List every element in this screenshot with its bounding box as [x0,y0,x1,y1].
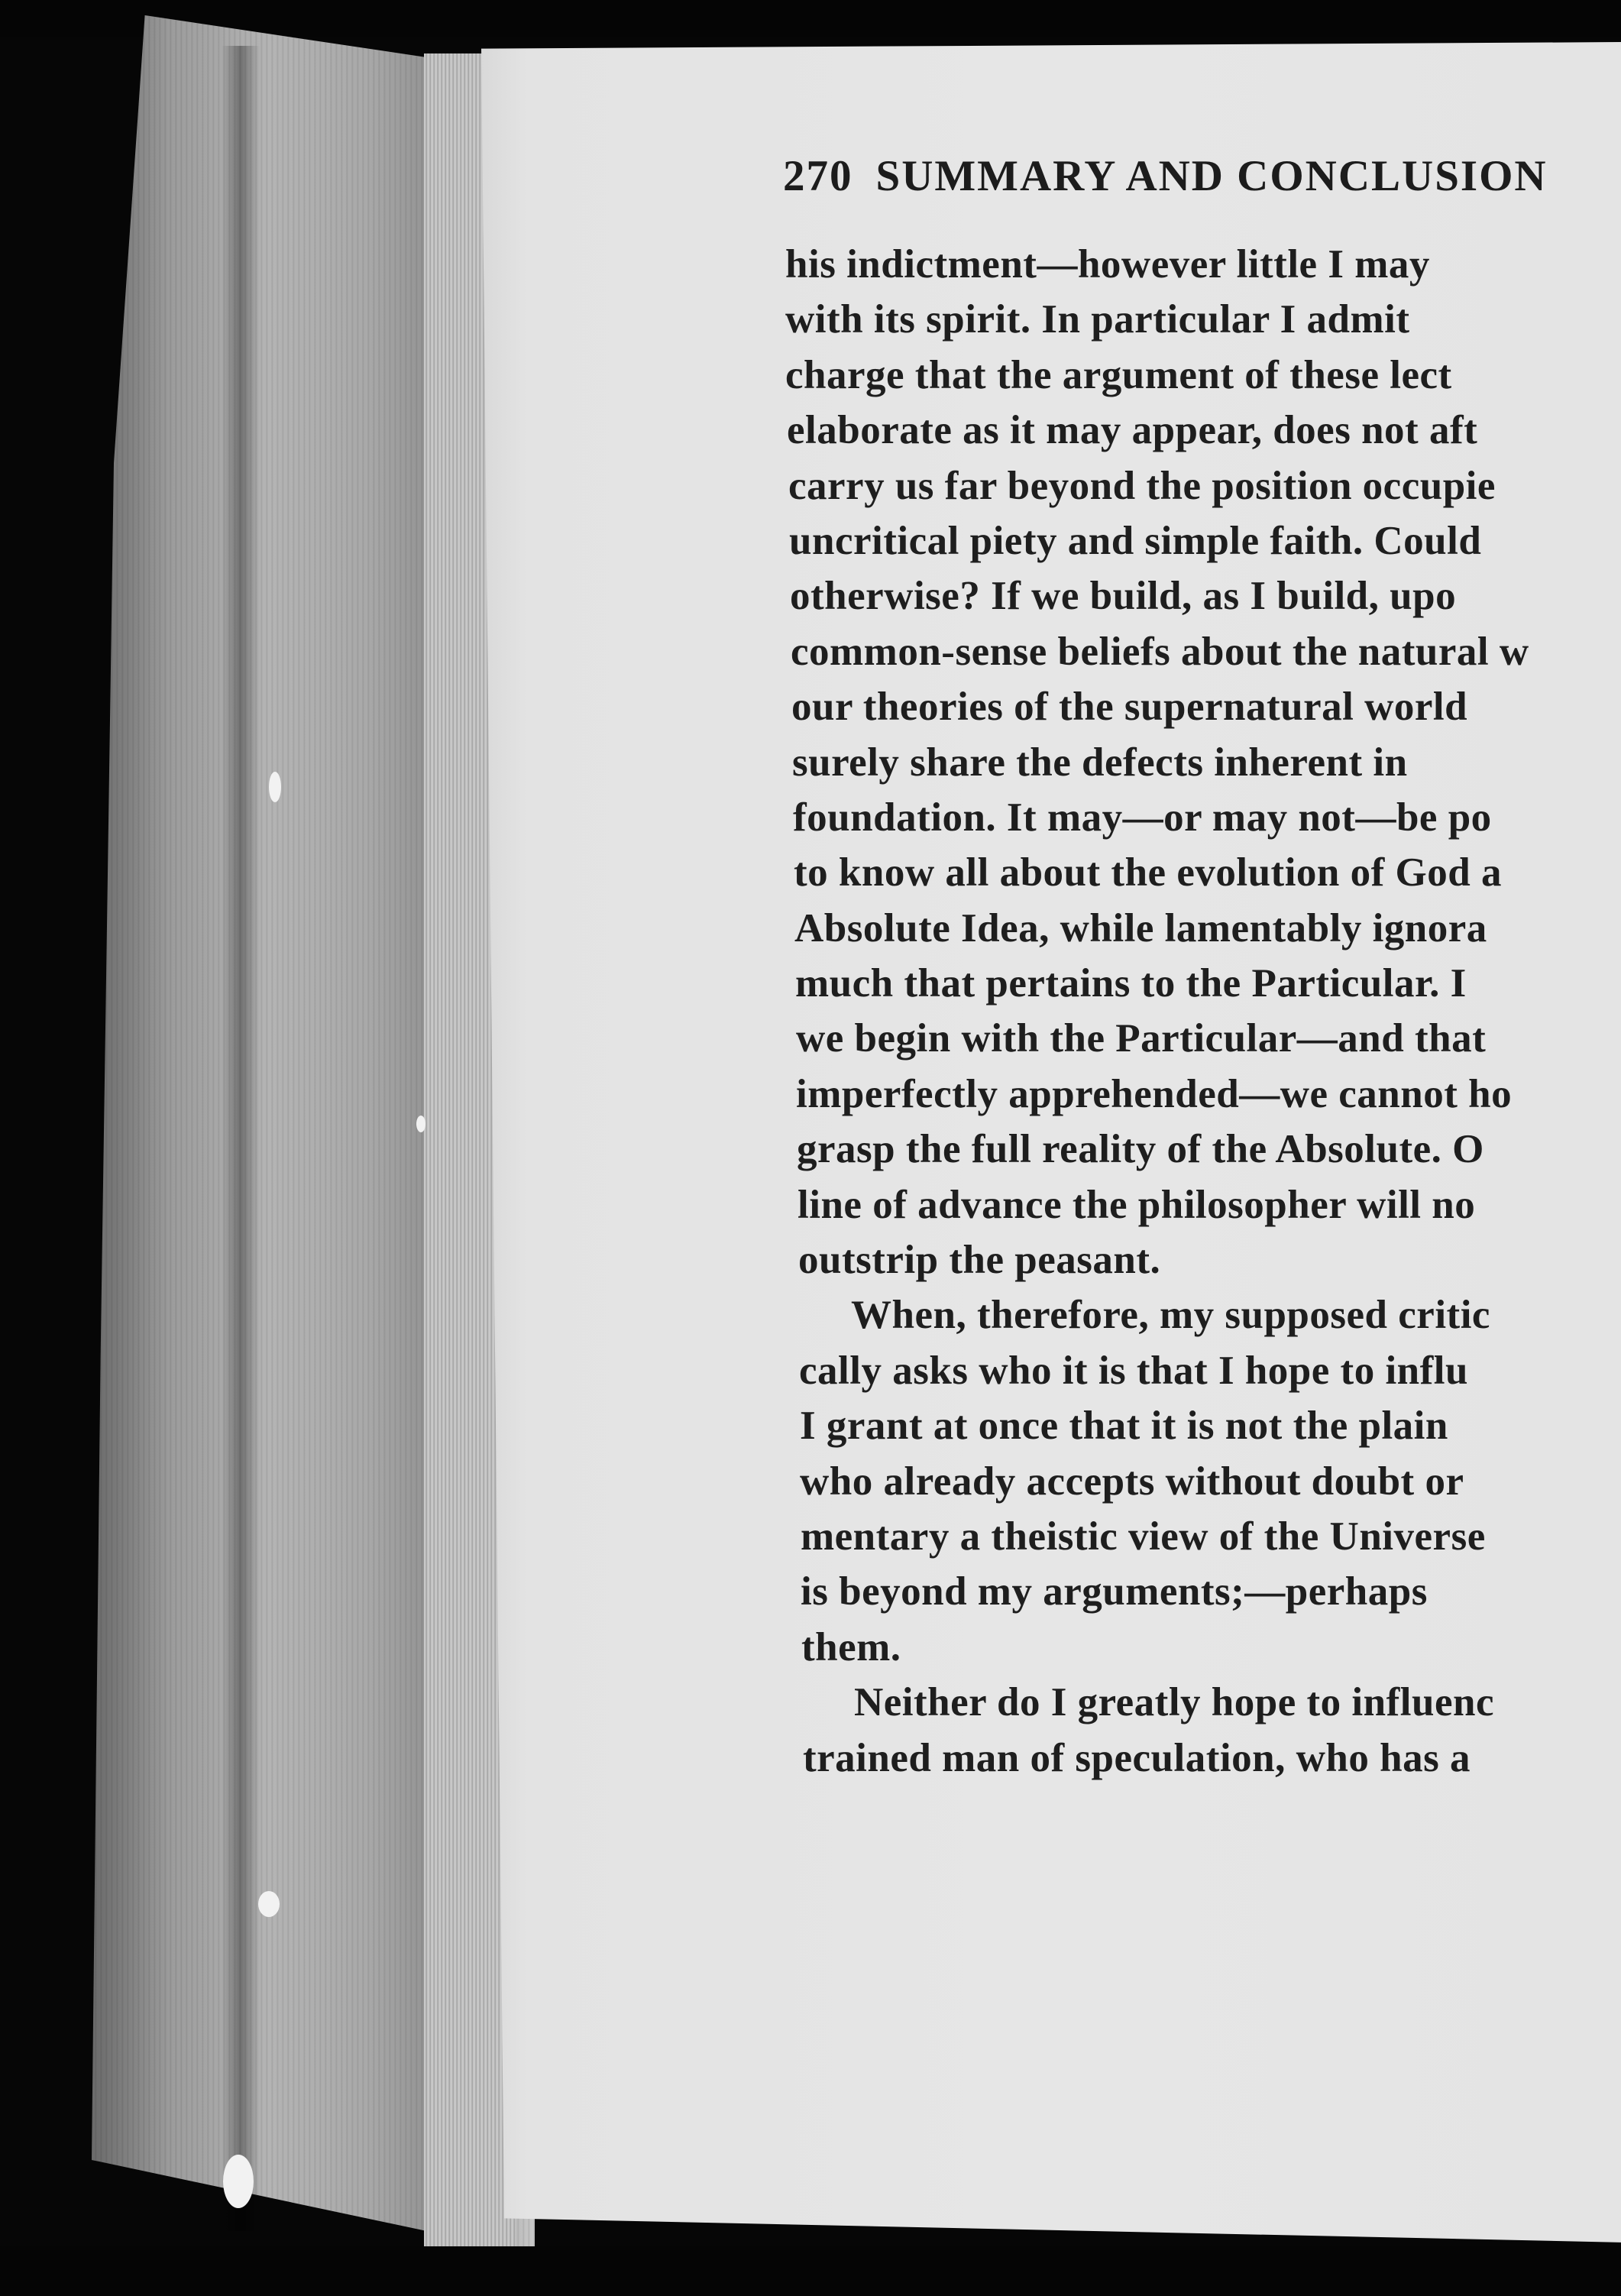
text-line: carry us far beyond the position occupie [788,463,1496,508]
page-stack-shadow [222,46,260,2231]
text-line: his indictment—however little I may [785,242,1430,287]
text-line: otherwise? If we build, as I build, upo [790,574,1457,619]
text-line: common-sense beliefs about the natural w [791,629,1529,674]
text-line: When, therefore, my supposed critic [851,1293,1490,1338]
scan-speck [416,1116,425,1132]
text-line: Absolute Idea, while lamentably ignora [794,905,1487,950]
text-line: I grant at once that it is not the plain [800,1404,1448,1449]
text-line: to know all about the evolution of God a [794,850,1503,895]
text-line: grasp the full reality of the Absolute. O [797,1127,1484,1172]
text-line: we begin with the Particular—and that [796,1016,1487,1061]
running-title: SUMMARY AND CONCLUSION [875,152,1548,200]
scan-speck [258,1891,280,1917]
text-line: with its spirit. In particular I admit [785,297,1410,342]
page-number: 270 [783,152,853,200]
scan-border-bottom [0,2246,1621,2296]
text-line: much that pertains to the Particular. I [795,961,1467,1006]
text-line: line of advance the philosopher will no [798,1182,1476,1227]
text-line: foundation. It may—or may not—be po [793,795,1492,840]
text-line: mentary a theistic view of the Universe [801,1514,1486,1559]
text-line: cally asks who it is that I hope to influ [799,1348,1469,1393]
text-line: surely share the defects inherent in [792,740,1408,785]
page-body-text [785,237,1621,1786]
scan-speck [223,2155,254,2208]
text-line: our theories of the supernatural world [791,685,1468,730]
text-line: who already accepts without doubt or [800,1459,1464,1504]
text-line: them. [801,1624,901,1669]
text-line: imperfectly apprehended—we cannot ho [796,1071,1513,1116]
text-line: elaborate as it may appear, does not aft [787,408,1478,453]
text-line: is beyond my arguments;—perhaps [801,1569,1428,1614]
text-line: Neither do I greatly hope to influenc [854,1680,1495,1725]
running-head [783,151,1548,201]
text-line: outstrip the peasant. [798,1238,1161,1283]
text-line: trained man of speculation, who has a [803,1735,1471,1780]
text-line: uncritical piety and simple faith. Could [789,518,1482,563]
text-line: charge that the argument of these lect [785,352,1452,397]
scan-speck [269,772,281,802]
